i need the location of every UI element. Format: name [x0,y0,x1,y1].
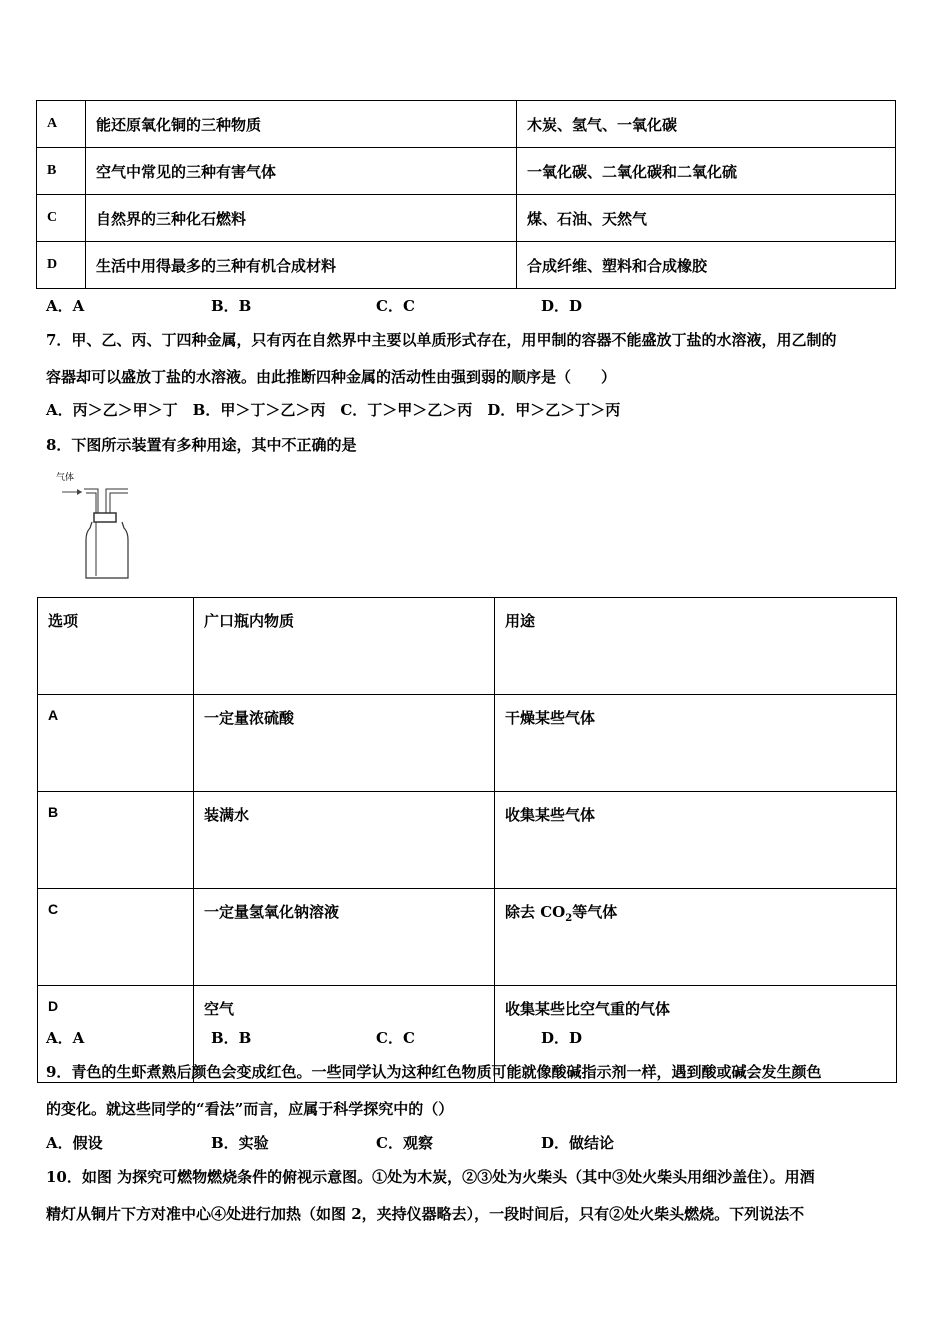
q6-option-b[interactable]: B．B [211,297,252,315]
q9-option-c[interactable]: C．观察 [376,1134,433,1152]
q8-option-a[interactable]: A．A [46,1029,85,1047]
use-text-post: 等气体 [572,903,618,921]
content-cell: 一定量氢氧化钠溶液 [194,889,495,986]
item-cell: 自然界的三种化石燃料 [86,195,517,242]
option-key: A [38,695,194,792]
option-key: B [38,792,194,889]
q7-text-line2: 容器却可以盛放丁盐的水溶液。由此推断四种金属的活动性由强到弱的顺序是（ ） [46,368,617,386]
q8-option-c[interactable]: C．C [376,1029,415,1047]
q6-option-a[interactable]: A．A [46,297,85,315]
table-row [38,695,897,792]
answer-cell: 合成纤维、塑料和合成橡胶 [517,242,896,289]
item-cell: 能还原氧化铜的三种物质 [86,101,517,148]
figure-label: 气体 [56,473,75,483]
answer-cell: 木炭、氢气、一氧化碳 [517,101,896,148]
table-row [37,195,896,242]
option-key: C [38,889,194,986]
q6-option-c[interactable]: C．C [376,297,415,315]
q8-option-b[interactable]: B．B [211,1029,252,1047]
table-row [38,792,897,889]
gas-bottle-figure [52,470,142,585]
table-row [37,101,896,148]
use-cell: 收集某些气体 [495,792,897,889]
header-content: 广口瓶内物质 [194,598,495,695]
answer-cell: 煤、石油、天然气 [517,195,896,242]
content-cell: 一定量浓硫酸 [194,695,495,792]
q7-options: A．丙＞乙＞甲＞丁 B．甲＞丁＞乙＞丙 C．丁＞甲＞乙＞丙 D．甲＞乙＞丁＞丙 [46,401,621,419]
q6-table [36,100,896,289]
q10-text-line1: 10．如图 为探究可燃物燃烧条件的俯视示意图。①处为木炭，②③处为火柴头（其中③处火柴头用细沙盖住）。用酒 [46,1168,815,1186]
option-key: C [37,195,86,242]
content-cell: 空气 [194,986,495,1083]
use-cell: 收集某些比空气重的气体 [495,986,897,1083]
q8-table [37,597,897,1083]
item-cell: 空气中常见的三种有害气体 [86,148,517,195]
content-cell: 装满水 [194,792,495,889]
table-row [37,242,896,289]
table-row [37,148,896,195]
use-cell [495,889,897,986]
q8-title: 8．下图所示装置有多种用途，其中不正确的是 [46,436,357,454]
table-row [38,889,897,986]
q6-option-d[interactable]: D．D [541,297,583,315]
q9-text-line1: 9．青色的生虾煮熟后颜色会变成红色。一些同学认为这种红色物质可能就像酸碱指示剂一样，遇到酸或碱会发生颜色 [46,1063,822,1081]
subscript: 2 [565,913,573,924]
table-header-row [38,598,897,695]
option-key: D [38,986,194,1083]
q8-option-d[interactable]: D．D [541,1029,583,1047]
item-cell: 生活中用得最多的三种有机合成材料 [86,242,517,289]
header-use: 用途 [495,598,897,695]
q9-text-line2: 的变化。就这些同学的“看法”而言，应属于科学探究中的（） [46,1100,454,1118]
q10-text-line2: 精灯从铜片下方对准中心④处进行加热（如图 2，夹持仪器略去），一段时间后，只有②处火柴头燃烧。下列说法不 [46,1205,805,1223]
q7-text-line1: 7．甲、乙、丙、丁四种金属，只有丙在自然界中主要以单质形式存在，用甲制的容器不能盛放丁盐的水溶液，用乙制的 [46,331,837,349]
q9-option-d[interactable]: D．做结论 [541,1134,615,1152]
use-text-pre: 除去 CO [505,903,566,921]
option-key: D [37,242,86,289]
gas-bottle-icon [52,470,142,585]
header-option: 选项 [38,598,194,695]
use-cell: 干燥某些气体 [495,695,897,792]
option-key: B [37,148,86,195]
q9-option-a[interactable]: A．假设 [46,1134,103,1152]
answer-cell: 一氧化碳、二氧化碳和二氧化硫 [517,148,896,195]
q9-option-b[interactable]: B．实验 [211,1134,269,1152]
option-key: A [37,101,86,148]
